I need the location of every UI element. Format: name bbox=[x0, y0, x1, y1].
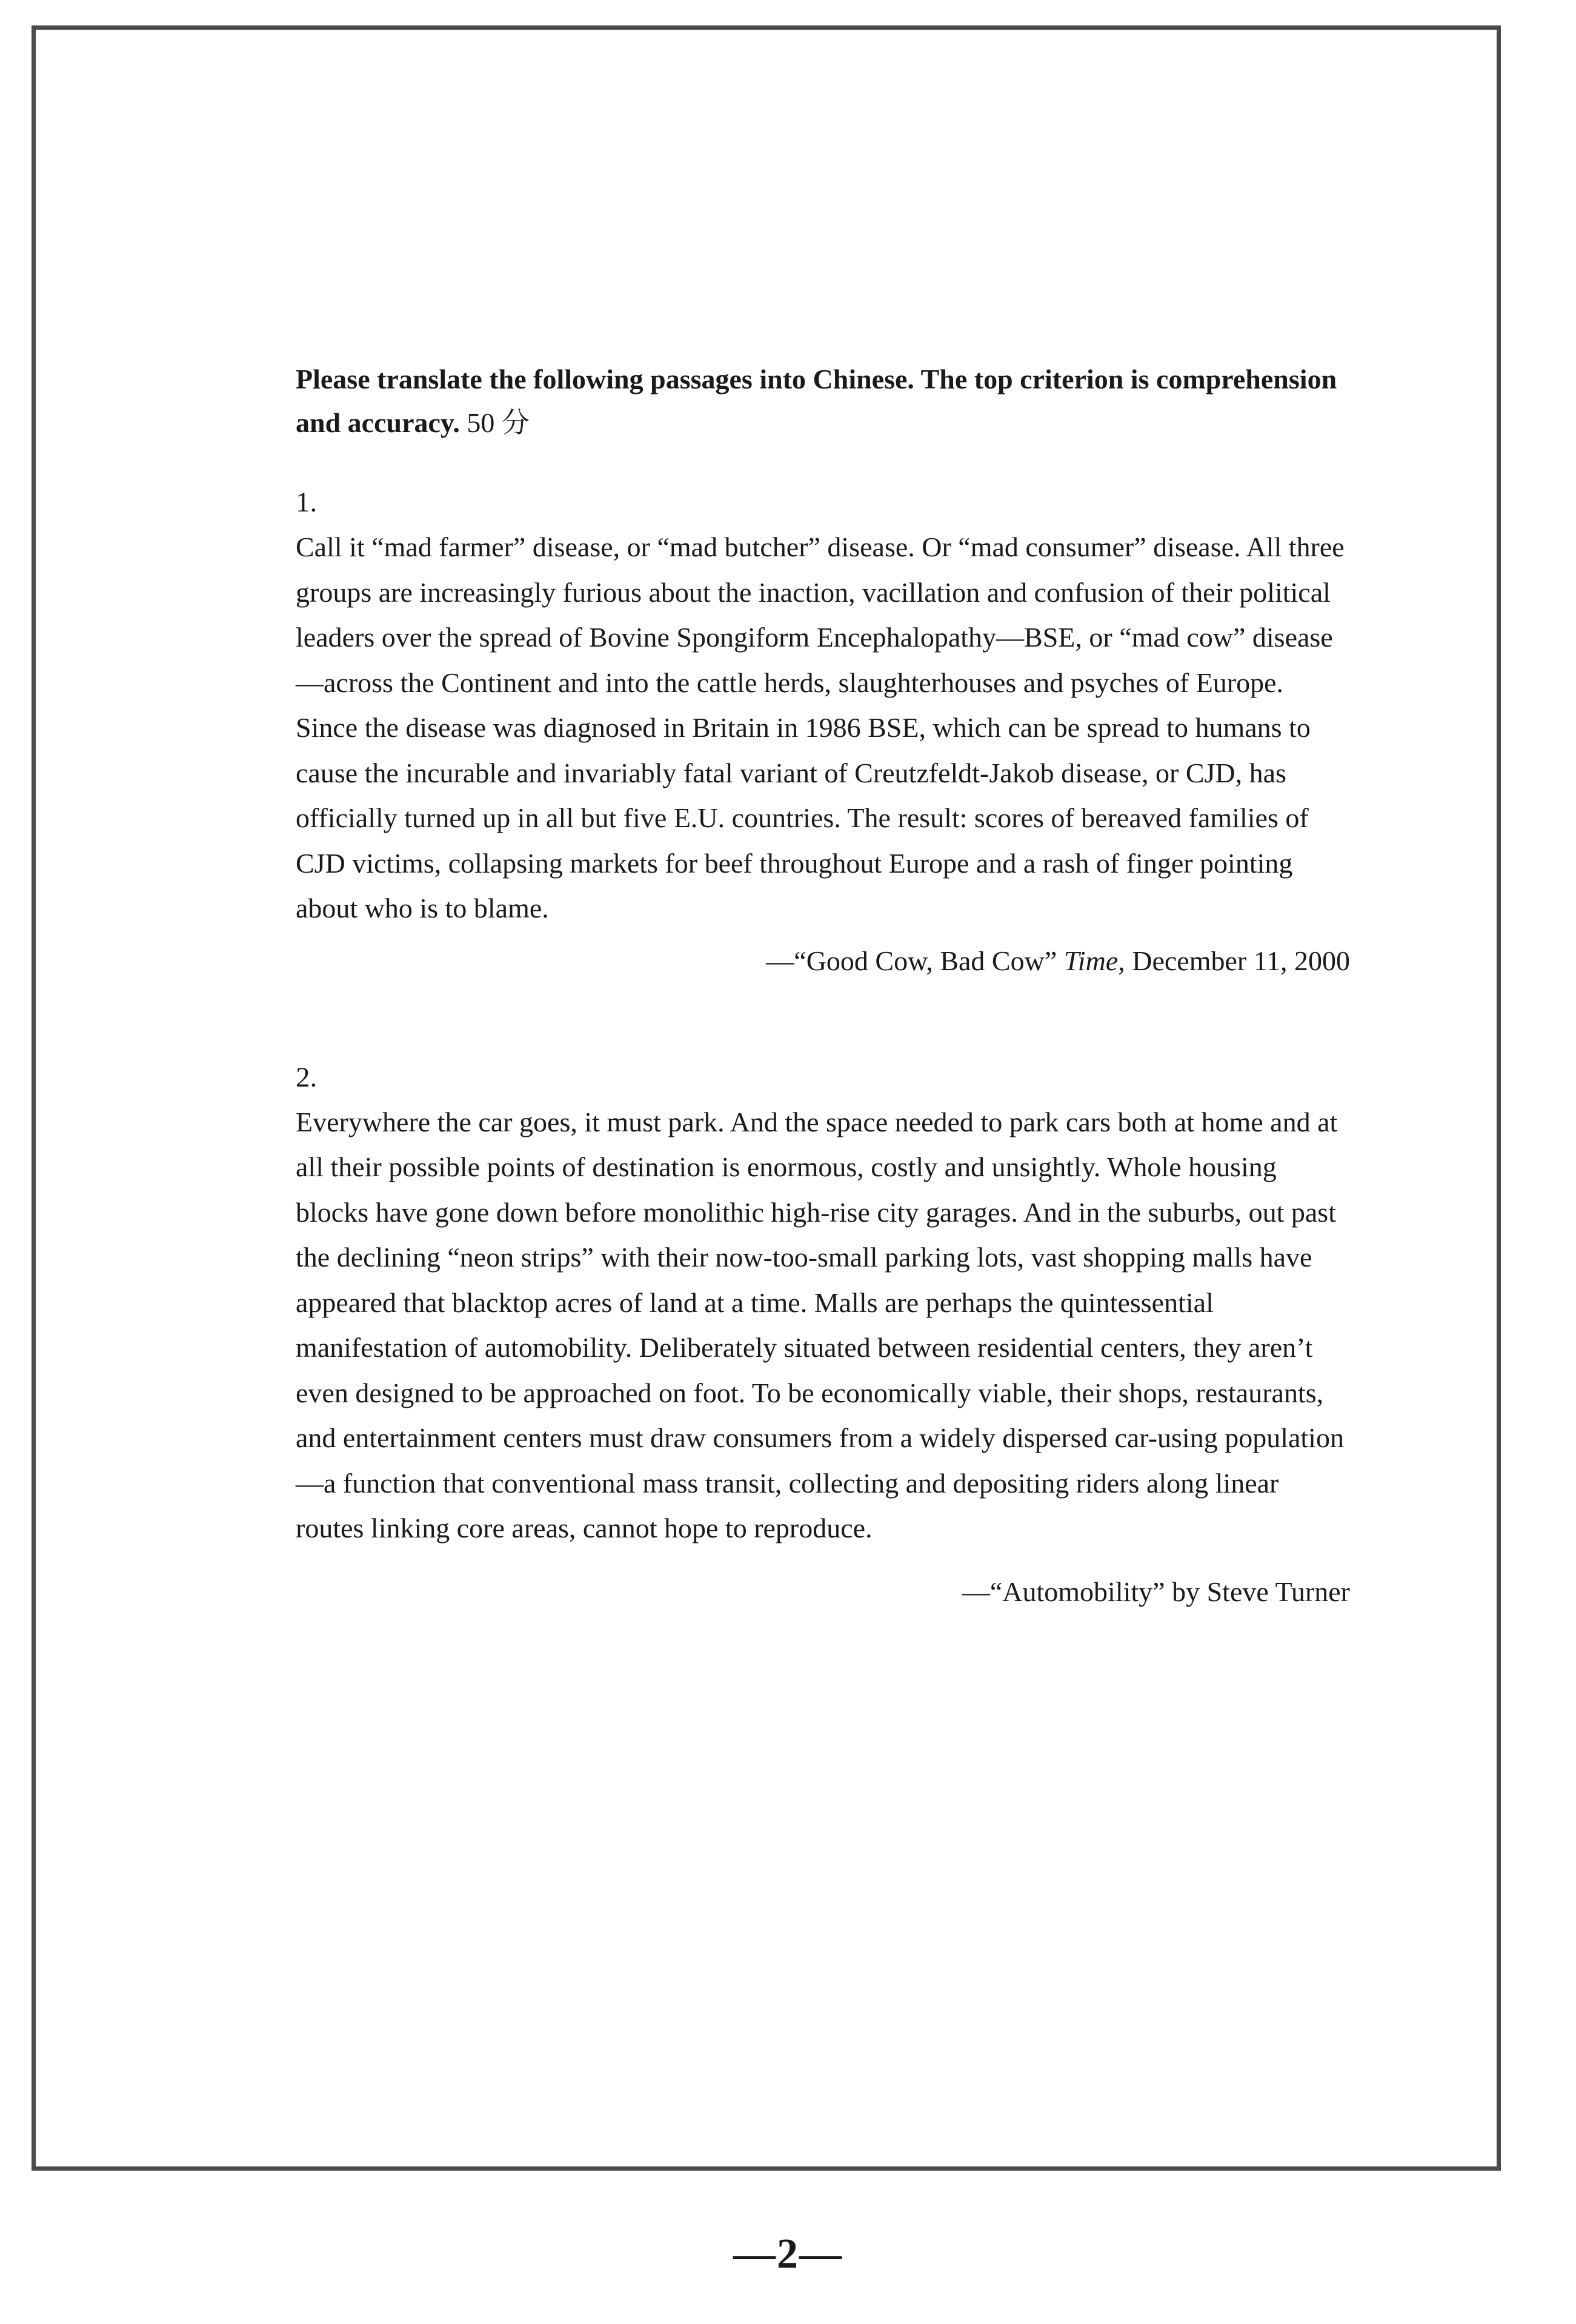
passage-1-text: Call it “mad farmer” disease, or “mad butcher” disease. Or “mad consumer” disease. All three groups are increasingly furious about the inaction, vacillation and confusion of their political leaders over the spread of Bovine Spongiform Encephalopathy—BSE, or “mad cow” disease—across the Continent and into the cattle herds, slaughterhouses and psyches of Europe. Since the disease was diagnosed in Britain in 1986 BSE, which can be spread to humans to cause the incurable and invariably fatal variant of Creutzfeldt-Jakob disease, or CJD, has officially turned up in all but five E.U. countries. The result: scores of bereaved families of CJD victims, collapsing markets for beef throughout Europe and a rash of finger pointing about who is to blame. bbox=[296, 531, 1345, 924]
passage-1 bbox=[296, 480, 1350, 984]
score-points: 50 分 bbox=[459, 407, 530, 438]
instructions-text: Please translate the following passages into Chinese. The top criterion is comprehension and accuracy. bbox=[296, 364, 1337, 438]
passage-1-source bbox=[296, 939, 1350, 984]
passage-2-source: —“Automobility” by Steve Turner bbox=[962, 1576, 1350, 1607]
passage-2-text: Everywhere the car goes, it must park. And the space needed to park cars both at home and at all their possible points of destination is enormous, costly and unsightly. Whole housing blocks have gone down before monolithic high-rise city garages. And in the suburbs, out past the declining “neon strips” with their now-too-small parking lots, vast shopping malls have appeared that blacktop acres of land at a time. Malls are perhaps the quintessential manifestation of automobility. Deliberately situated between residential centers, they aren’t even designed to be approached on foot. To be economically viable, their shops, restaurants, and entertainment centers must draw consumers from a widely dispersed car-using population—a function that conventional mass transit, collecting and depositing riders along linear routes linking core areas, cannot hope to reproduce. bbox=[296, 1106, 1344, 1543]
passage-1-source-title: —“Good Cow, Bad Cow” bbox=[766, 945, 1064, 976]
page-content bbox=[296, 358, 1350, 1614]
page-number: —2— bbox=[733, 2231, 843, 2277]
passage-1-number: 1. bbox=[296, 487, 318, 518]
passage-1-source-date: , December 11, 2000 bbox=[1118, 945, 1350, 976]
instructions-heading bbox=[296, 358, 1350, 445]
passage-2-number: 2. bbox=[296, 1061, 318, 1093]
passage-1-source-publication: Time bbox=[1063, 945, 1119, 976]
passage-2 bbox=[296, 1055, 1350, 1614]
